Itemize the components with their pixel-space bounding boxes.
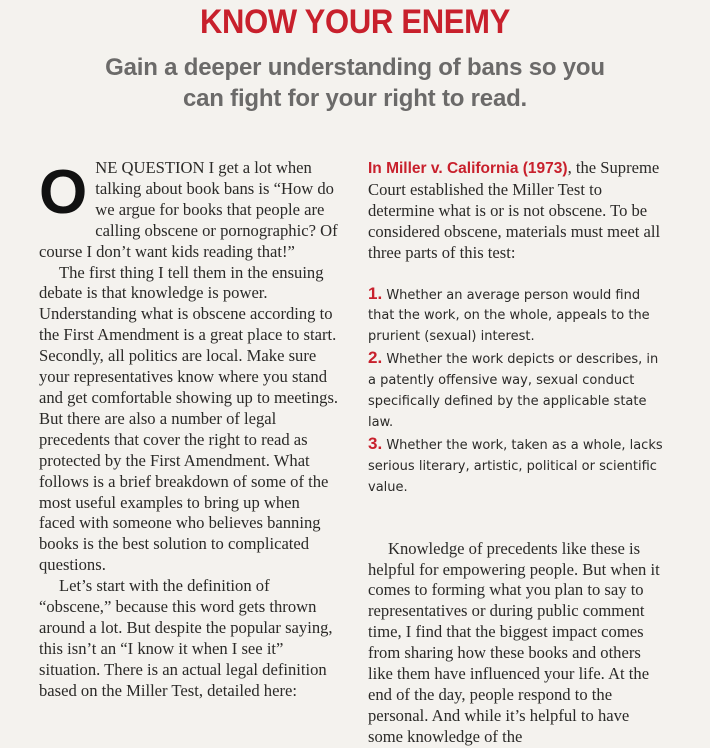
miller-test-item — [368, 348, 668, 434]
test-number: 3. — [368, 433, 383, 453]
drop-cap: O — [39, 158, 88, 227]
page-title: KNOW YOUR ENEMY — [199, 1, 511, 42]
miller-intro-text: , the Supreme Court established the Miller Test to determine what is or is not obscene. To be considered obscene, materials must meet all three parts of this test: — [368, 158, 661, 262]
test-number: 2. — [368, 348, 383, 368]
opening-text: NE QUESTION I get a lot when talking about book bans is “How do we argue for books that people are calling obscene or pornographic? Of course I don’t want kids reading that!” — [39, 158, 338, 261]
miller-test-item — [368, 434, 668, 499]
opening-paragraph — [39, 158, 339, 263]
left-column — [39, 158, 339, 702]
subtitle-line-1: Gain a deeper understanding of bans so you — [105, 54, 605, 81]
subtitle-line-2: can fight for your right to read. — [182, 85, 528, 112]
test-text: Whether an average person would find that the work, on the whole, appeals to the prurient (sexual) interest. — [368, 287, 650, 345]
miller-test-list — [368, 284, 668, 499]
miller-intro-paragraph — [368, 158, 668, 264]
paragraph-precedents: Knowledge of precedents like these is helpful for empowering people. But when it comes to forming what you plan to say to representatives or during public comment time, I find that the biggest impact comes from sharing how these books and others like them have influenced your life. At the end of the day, people respond to the personal. And while it’s helpful to have some knowledge of the — [368, 538, 660, 746]
subtitle — [0, 52, 710, 114]
test-number: 1. — [368, 283, 383, 303]
paragraph-knowledge: The first thing I tell them in the ensuing debate is that knowledge is power. Understanding what is obscene according to the First Amendment is a great place to start. Secondly, all politics are local. Make sure your representatives know where you stand and get comfortable showing up to meetings. But there are also a number of legal precedents that cover the right to read as protected by the First Amendment. What follows is a brief breakdown of some of the most useful examples to bring up when faced with someone who believes banning books is the best solution to complicated questions. — [39, 262, 339, 575]
paragraph-obscene: Let’s start with the definition of “obscene,” because this word gets thrown around a lot. But despite the popular saying, this isn’t an “I know it when I see it” situation. There is an actual legal definition based on the Miller Test, detailed here: — [39, 576, 333, 700]
miller-test-item — [368, 284, 668, 349]
test-text: Whether the work depicts or describes, in a patently offensive way, sexual conduct specifically defined by the applicable state law. — [368, 352, 659, 430]
right-column — [368, 158, 668, 748]
case-name: In Miller v. California (1973) — [368, 160, 568, 177]
test-text: Whether the work, taken as a whole, lacks serious literary, artistic, political or scientific value. — [368, 437, 663, 495]
